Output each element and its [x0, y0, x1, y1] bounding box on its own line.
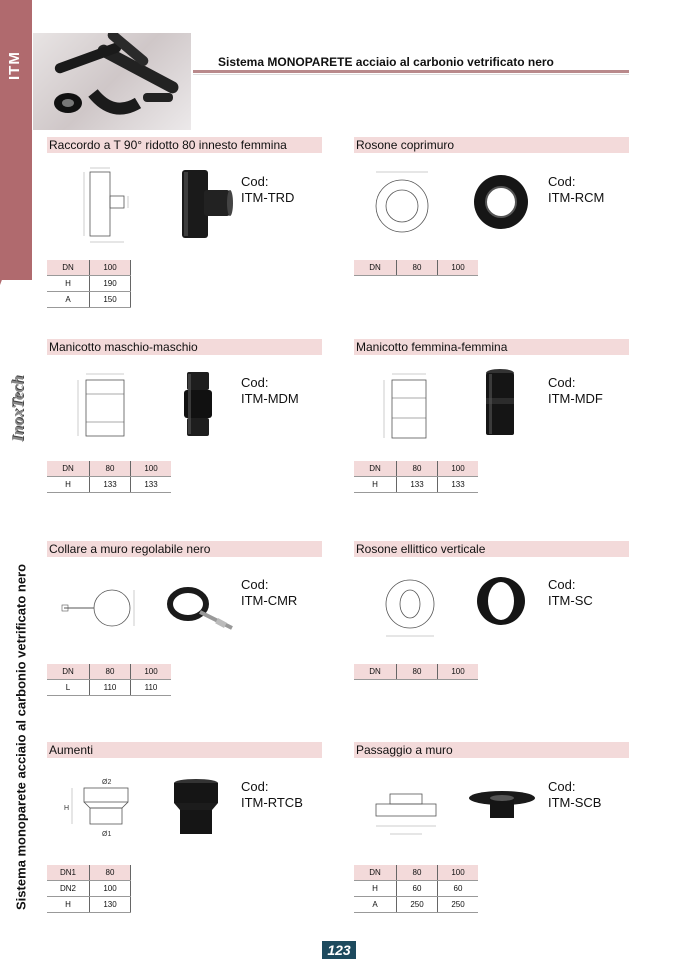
product-code: ITM-TRD	[241, 190, 295, 205]
product-title: Rosone coprimuro	[354, 137, 629, 153]
ff-coupling-product-image	[484, 368, 518, 440]
spec-table: DN 80 100 H 60 60 A 250 250	[354, 865, 478, 913]
ff-coupling-technical-drawing	[378, 372, 438, 442]
spec-table: DN 80 100 H 133 133	[47, 461, 171, 493]
mm-coupling-technical-drawing	[72, 372, 132, 442]
drawing-label-d1: Ø1	[102, 831, 112, 838]
collar-product-image	[166, 584, 236, 634]
elliptic-rosette-product-image	[474, 577, 530, 627]
cod-label: Cod:	[241, 779, 269, 794]
spec-table: DN 80 100	[354, 260, 478, 276]
spec-table: DN 80 100 H 133 133	[354, 461, 478, 493]
wall-passage-technical-drawing	[370, 790, 450, 840]
wall-passage-product-image	[468, 786, 538, 826]
product-title: Passaggio a muro	[354, 742, 629, 758]
drawing-label-h: H	[64, 805, 70, 812]
product-title: Manicotto femmina-femmina	[354, 339, 629, 355]
product-title: Rosone ellittico verticale	[354, 541, 629, 557]
increaser-technical-drawing	[64, 776, 144, 838]
itm-tab-label: ITM	[6, 51, 23, 80]
spec-table: DN 80 100	[354, 664, 478, 680]
rosette-product-image	[473, 174, 529, 230]
header-underline	[193, 70, 629, 73]
mm-coupling-product-image	[184, 372, 214, 436]
page-header-title: Sistema MONOPARETE acciaio al carbonio vetrificato nero	[218, 55, 554, 69]
collar-technical-drawing	[60, 584, 140, 634]
spec-table: DN 100 H 190 A 150	[47, 260, 131, 308]
cod-label: Cod:	[241, 174, 269, 189]
cod-label: Cod:	[241, 375, 269, 390]
product-code: ITM-MDM	[241, 391, 299, 406]
inoxtech-logo: InoxTech	[8, 375, 27, 442]
rosette-technical-drawing	[372, 166, 432, 246]
product-code: ITM-RTCB	[241, 795, 303, 810]
tee-product-image	[176, 170, 236, 240]
product-code: ITM-SCB	[548, 795, 602, 810]
product-title: Raccordo a T 90° ridotto 80 innesto femmina	[47, 137, 322, 153]
cod-label: Cod:	[548, 577, 576, 592]
product-code: ITM-MDF	[548, 391, 603, 406]
header-product-photo	[33, 33, 191, 130]
product-title: Aumenti	[47, 742, 322, 758]
product-code: ITM-RCM	[548, 190, 605, 205]
tee-technical-drawing	[80, 166, 150, 246]
drawing-label-d2: Ø2	[102, 779, 112, 786]
cod-label: Cod:	[548, 375, 576, 390]
cod-label: Cod:	[548, 174, 576, 189]
product-title: Manicotto maschio-maschio	[47, 339, 322, 355]
cod-label: Cod:	[241, 577, 269, 592]
product-title: Collare a muro regolabile nero	[47, 541, 322, 557]
sidebar-vertical-title: Sistema monoparete acciaio al carbonio vetrificato nero	[13, 563, 29, 910]
elliptic-rosette-technical-drawing	[382, 572, 442, 642]
increaser-product-image	[172, 778, 220, 836]
header-underline-shadow	[193, 74, 629, 75]
product-code: ITM-CMR	[241, 593, 298, 608]
spec-table: DN1 80 DN2 100 H 130	[47, 865, 131, 913]
product-code: ITM-SC	[548, 593, 593, 608]
cod-label: Cod:	[548, 779, 576, 794]
page-number: 123	[322, 941, 356, 959]
spec-table: DN 80 100 L 110 110	[47, 664, 171, 696]
